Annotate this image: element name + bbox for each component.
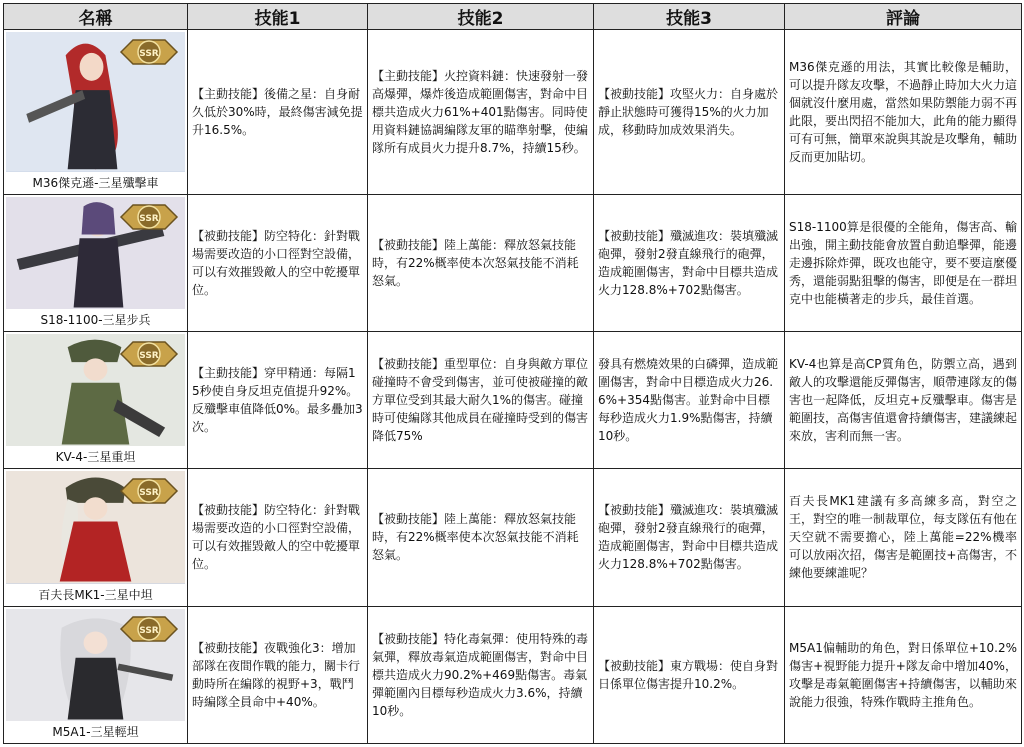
unit-name: M36傑克遜-三星殲擊車 [32,175,159,190]
svg-text:SSR: SSR [139,625,159,636]
skill-2-cell: 【被動技能】陸上萬能：釋放怒氣技能時，有22%概率使本次怒氣技能不消耗怒氣。 [368,194,594,331]
svg-text:SSR: SSR [139,488,159,499]
header-row [4,4,1022,30]
unit-cell [4,30,188,195]
unit-cell [4,606,188,743]
rank-badge-icon [119,34,179,70]
skill-3-cell: 【被動技能】殲滅進攻：裝填殲滅砲彈，發射2發直線飛行的砲彈，造成範圍傷害，對命中目標共造成火力128.8%+702點傷害。 [594,194,785,331]
header-comment: 評論 [785,4,1022,30]
skill-3-cell: 【被動技能】攻堅火力：自身處於靜止狀態時可獲得15%的火力加成，移動時加成效果消失。 [594,30,785,195]
comment-cell: M5A1偏輔助的角色，對日係單位+10.2%傷害+視野能力提升+隊友命中增加40%，攻擊是毒氣範圍傷害+持續傷害，以輔助來說能力很強，特殊作戰時主推角色。 [785,606,1022,743]
skill-3-cell: 【被動技能】殲滅進攻：裝填殲滅砲彈，發射2發直線飛行的砲彈，造成範圍傷害，對命中目標共造成火力128.8%+702點傷害。 [594,469,785,606]
skill-2-cell: 【被動技能】陸上萬能：釋放怒氣技能時，有22%概率使本次怒氣技能不消耗怒氣。 [368,469,594,606]
unit-name: M5A1-三星輕坦 [52,725,139,739]
header-skill-1: 技能1 [188,4,368,30]
skill-2-cell: 【被動技能】特化毒氣彈：使用特殊的毒氣彈，釋放毒氣造成範圍傷害，對命中目標共造成火力90.2%+469點傷害。毒氣彈範圍內目標每秒造成火力3.6%，持續10秒。 [368,606,594,743]
skill-1-cell: 【主動技能】後備之星：自身耐久低於30%時，最終傷害減免提升16.5%。 [188,30,368,195]
skill-1-cell: 【主動技能】穿甲精通：每隔15秒使自身反坦克值提升92%。反殲擊車值降低0%。最多疊加3次。 [188,331,368,468]
rank-badge-icon [119,336,179,372]
unit-name: KV-4-三星重坦 [55,450,136,465]
svg-text:SSR: SSR [139,213,159,224]
unit-name: 百夫長MK1-三星中坦 [38,587,153,602]
unit-cell [4,194,188,331]
comment-cell: S18-1100算是很優的全能角，傷害高、輸出強，開主動技能會放置自動追擊彈，能邊走邊拆除炸彈，既攻也能守，要不要這麼優秀，還能弱點狙擊的傷害，即便是在一群坦克中也能橫著走的步兵，最佳首選。 [785,194,1022,331]
svg-text:SSR: SSR [139,49,159,59]
skill-1-cell: 【被動技能】夜戰強化3：增加部隊在夜間作戰的能力，關卡行動時所在編隊的視野+3，戰鬥時編隊全員命中+40%。 [188,606,368,743]
table-row [4,194,1022,331]
skill-1-cell: 【被動技能】防空特化：針對戰場需要改造的小口徑對空設備，可以有效摧毀敵人的空中乾擾單位。 [188,469,368,606]
skill-2-cell: 【被動技能】重型單位：自身與敵方單位碰撞時不會受到傷害，並可使被碰撞的敵方單位受到其最大耐久1%的傷害。碰撞時可使編隊其他成員在碰撞時受到的傷害降低75% [368,331,594,468]
comment-cell: M36傑克遜的用法，其實比較像是輔助，可以提升隊友攻擊，不過靜止時加大火力這個就沒什麼用處，當然如果防禦能力弱不再此限，要出閃招不能加大，此角的能力顯得可有可無，簡單來說與其說是攻擊角，輔助反而更加貼切。 [785,30,1022,195]
comment-cell: KV-4也算是高CP質角色，防禦立高，遇到敵人的攻擊還能反彈傷害，順帶連隊友的傷害也一起降低，反坦克+反殲擊車。傷害是範圍技，高傷害值還會持續傷害，建議練起來放，害利而無一害。 [785,331,1022,468]
skill-2-cell: 【主動技能】火控資料鏈：快速發射一發高爆彈，爆炸後造成範圍傷害，對命中目標共造成火力61%+401點傷害。同時使用資料鏈協調編隊友軍的瞄準射擊，使編隊所有成員火力提升8.7%，持續15秒。 [368,30,594,195]
table-row [4,30,1022,195]
header-name: 名稱 [4,4,188,30]
skill-3-cell: 【被動技能】東方戰場：使自身對日係單位傷害提升10.2%。 [594,606,785,743]
comment-cell: 百夫長MK1建議有多高練多高，對空之王，對空的唯一制裁單位，每支隊伍有他在天空就不需要擔心，陸上萬能=22%機率可以放兩次招，傷害是範圍技+高傷害，不練他要練誰呢？ [785,469,1022,606]
header-skill-3: 技能3 [594,4,785,30]
table-row [4,469,1022,606]
rank-badge-icon [119,199,179,235]
unit-cell [4,469,188,606]
table-row [4,606,1022,743]
unit-skill-table [3,3,1022,744]
header-skill-2: 技能2 [368,4,594,30]
table-row [4,331,1022,468]
skill-3-cell: 發具有燃燒效果的白磷彈，造成範圍傷害，對命中目標造成火力26.6%+354點傷害。並對命中目標每秒造成火力1.9%點傷害，持續10秒。 [594,331,785,468]
skill-1-cell: 【被動技能】防空特化：針對戰場需要改造的小口徑對空設備，可以有效摧毀敵人的空中乾擾單位。 [188,194,368,331]
unit-name: S18-1100-三星步兵 [40,312,151,327]
rank-badge-icon [119,611,179,647]
rank-badge-icon [119,473,179,509]
unit-cell [4,331,188,468]
svg-text:SSR: SSR [139,350,159,361]
